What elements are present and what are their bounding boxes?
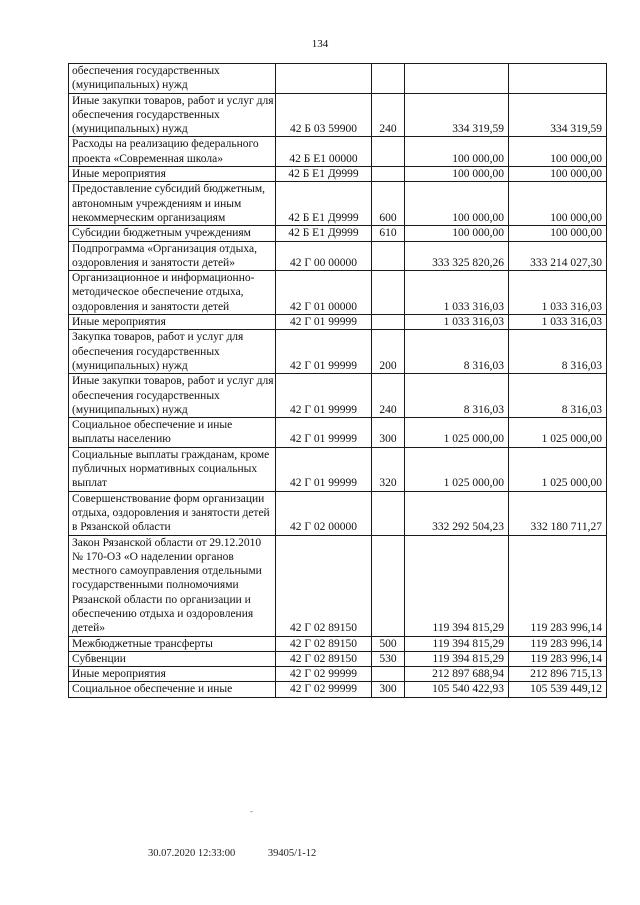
row-name-cell: Подпрограмма «Организация отдыха, оздоровления и занятости детей» <box>69 241 276 271</box>
row-amount-2020-cell: 8 316,03 <box>405 330 509 374</box>
row-amount-2021-cell: 1 033 316,03 <box>509 271 607 315</box>
footer-datetime: 30.07.2020 12:33:00 <box>148 848 236 859</box>
table-row <box>69 447 607 491</box>
row-type-cell <box>372 535 405 636</box>
row-type-cell <box>372 271 405 315</box>
row-type-cell: 200 <box>372 330 405 374</box>
row-name-cell: Социальное обеспечение и иные выплаты населению <box>69 418 276 448</box>
row-amount-2020-cell: 119 394 815,29 <box>405 651 509 666</box>
table-row <box>69 682 607 697</box>
row-name-cell: Субсидии бюджетным учреждениям <box>69 226 276 241</box>
row-amount-2020-cell <box>405 64 509 94</box>
footer <box>148 848 316 859</box>
row-code-cell: 42 Б Е1 Д9999 <box>276 226 372 241</box>
row-type-cell <box>372 64 405 94</box>
table-row <box>69 315 607 330</box>
row-name-cell: Закон Рязанской области от 29.12.2010 № 170-ОЗ «О наделении органов местного самоуправления отдельными государственными полномочиями Рязанской области по организации и обеспечению отдыха и оздоровления детей» <box>69 535 276 636</box>
row-amount-2021-cell: 212 896 715,13 <box>509 667 607 682</box>
row-amount-2021-cell: 1 025 000,00 <box>509 418 607 448</box>
table-row <box>69 182 607 226</box>
table-row <box>69 651 607 666</box>
row-name-cell: Совершенствование форм организации отдыха, оздоровления и занятости детей в Рязанской области <box>69 491 276 535</box>
row-amount-2021-cell: 334 319,59 <box>509 93 607 137</box>
table-row <box>69 330 607 374</box>
row-code-cell: 42 Б Е1 Д9999 <box>276 167 372 182</box>
row-code-cell: 42 Г 01 99999 <box>276 447 372 491</box>
row-amount-2020-cell: 119 394 815,29 <box>405 636 509 651</box>
row-name-cell: Иные закупки товаров, работ и услуг для обеспечения государственных (муниципальных) нужд <box>69 374 276 418</box>
row-type-cell: 300 <box>372 682 405 697</box>
row-name-cell: Социальное обеспечение и иные <box>69 682 276 697</box>
row-amount-2021-cell: 8 316,03 <box>509 374 607 418</box>
row-code-cell: 42 Г 01 99999 <box>276 374 372 418</box>
row-name-cell: обеспечения государственных (муниципальных) нужд <box>69 64 276 94</box>
row-amount-2021-cell: 100 000,00 <box>509 226 607 241</box>
row-amount-2020-cell: 100 000,00 <box>405 226 509 241</box>
row-amount-2020-cell: 100 000,00 <box>405 167 509 182</box>
row-amount-2021-cell: 332 180 711,27 <box>509 491 607 535</box>
row-amount-2020-cell: 1 033 316,03 <box>405 315 509 330</box>
table-row <box>69 64 607 94</box>
row-amount-2020-cell: 100 000,00 <box>405 182 509 226</box>
row-code-cell: 42 Г 01 99999 <box>276 315 372 330</box>
row-amount-2020-cell: 333 325 820,26 <box>405 241 509 271</box>
row-code-cell: 42 Г 02 89150 <box>276 636 372 651</box>
row-type-cell: 530 <box>372 651 405 666</box>
table-row <box>69 226 607 241</box>
row-name-cell: Закупка товаров, работ и услуг для обеспечения государственных (муниципальных) нужд <box>69 330 276 374</box>
table-row <box>69 636 607 651</box>
row-amount-2021-cell: 119 283 996,14 <box>509 651 607 666</box>
page-number: 134 <box>311 38 329 50</box>
row-type-cell: 610 <box>372 226 405 241</box>
budget-table-body <box>69 64 607 698</box>
row-code-cell: 42 Г 01 99999 <box>276 418 372 448</box>
table-row <box>69 491 607 535</box>
row-amount-2021-cell: 1 025 000,00 <box>509 447 607 491</box>
row-type-cell <box>372 667 405 682</box>
row-type-cell: 600 <box>372 182 405 226</box>
row-name-cell: Организационное и информационно-методическое обеспечение отдыха, оздоровления и занятости детей <box>69 271 276 315</box>
row-code-cell: 42 Б Е1 00000 <box>276 137 372 167</box>
row-code-cell: 42 Г 00 00000 <box>276 241 372 271</box>
row-code-cell: 42 Г 01 00000 <box>276 271 372 315</box>
row-type-cell: 240 <box>372 93 405 137</box>
row-name-cell: Иные закупки товаров, работ и услуг для обеспечения государственных (муниципальных) нужд <box>69 93 276 137</box>
row-amount-2020-cell: 332 292 504,23 <box>405 491 509 535</box>
table-row <box>69 374 607 418</box>
table-row <box>69 271 607 315</box>
row-code-cell: 42 Г 02 99999 <box>276 682 372 697</box>
row-name-cell: Социальные выплаты гражданам, кроме публичных нормативных социальных выплат <box>69 447 276 491</box>
row-amount-2020-cell: 8 316,03 <box>405 374 509 418</box>
budget-table <box>68 63 607 698</box>
table-row <box>69 241 607 271</box>
row-amount-2021-cell <box>509 64 607 94</box>
row-code-cell <box>276 64 372 94</box>
row-amount-2021-cell: 105 539 449,12 <box>509 682 607 697</box>
row-amount-2021-cell: 8 316,03 <box>509 330 607 374</box>
row-name-cell: Субвенции <box>69 651 276 666</box>
table-row <box>69 667 607 682</box>
table-row <box>69 167 607 182</box>
row-amount-2020-cell: 119 394 815,29 <box>405 535 509 636</box>
table-row <box>69 418 607 448</box>
row-name-cell: Межбюджетные трансферты <box>69 636 276 651</box>
row-type-cell <box>372 241 405 271</box>
row-code-cell: 42 Г 02 99999 <box>276 667 372 682</box>
row-amount-2020-cell: 334 319,59 <box>405 93 509 137</box>
row-type-cell <box>372 491 405 535</box>
row-code-cell: 42 Г 02 89150 <box>276 651 372 666</box>
table-row <box>69 137 607 167</box>
footer-doc-id: 39405/1-12 <box>267 848 317 859</box>
row-type-cell <box>372 315 405 330</box>
row-amount-2021-cell: 119 283 996,14 <box>509 636 607 651</box>
row-code-cell: 42 Г 02 00000 <box>276 491 372 535</box>
row-amount-2020-cell: 100 000,00 <box>405 137 509 167</box>
row-amount-2020-cell: 105 540 422,93 <box>405 682 509 697</box>
row-amount-2020-cell: 1 033 316,03 <box>405 271 509 315</box>
row-type-cell: 320 <box>372 447 405 491</box>
row-amount-2021-cell: 119 283 996,14 <box>509 535 607 636</box>
table-row <box>69 535 607 636</box>
row-type-cell <box>372 137 405 167</box>
table-row <box>69 93 607 137</box>
row-amount-2021-cell: 100 000,00 <box>509 137 607 167</box>
row-amount-2020-cell: 1 025 000,00 <box>405 447 509 491</box>
row-amount-2021-cell: 333 214 027,30 <box>509 241 607 271</box>
row-type-cell <box>372 167 405 182</box>
row-type-cell: 300 <box>372 418 405 448</box>
row-amount-2021-cell: 1 033 316,03 <box>509 315 607 330</box>
row-code-cell: 42 Г 02 89150 <box>276 535 372 636</box>
row-code-cell: 42 Г 01 99999 <box>276 330 372 374</box>
row-name-cell: Иные мероприятия <box>69 315 276 330</box>
row-type-cell: 500 <box>372 636 405 651</box>
row-type-cell: 240 <box>372 374 405 418</box>
row-amount-2020-cell: 1 025 000,00 <box>405 418 509 448</box>
row-code-cell: 42 Б 03 59900 <box>276 93 372 137</box>
row-name-cell: Расходы на реализацию федерального проекта «Современная школа» <box>69 137 276 167</box>
row-name-cell: Иные мероприятия <box>69 167 276 182</box>
row-name-cell: Иные мероприятия <box>69 667 276 682</box>
row-amount-2020-cell: 212 897 688,94 <box>405 667 509 682</box>
row-amount-2021-cell: 100 000,00 <box>509 182 607 226</box>
scan-mark: - <box>250 806 253 816</box>
row-name-cell: Предоставление субсидий бюджетным, автономным учреждениям и иным некоммерческим организациям <box>69 182 276 226</box>
row-amount-2021-cell: 100 000,00 <box>509 167 607 182</box>
row-code-cell: 42 Б Е1 Д9999 <box>276 182 372 226</box>
